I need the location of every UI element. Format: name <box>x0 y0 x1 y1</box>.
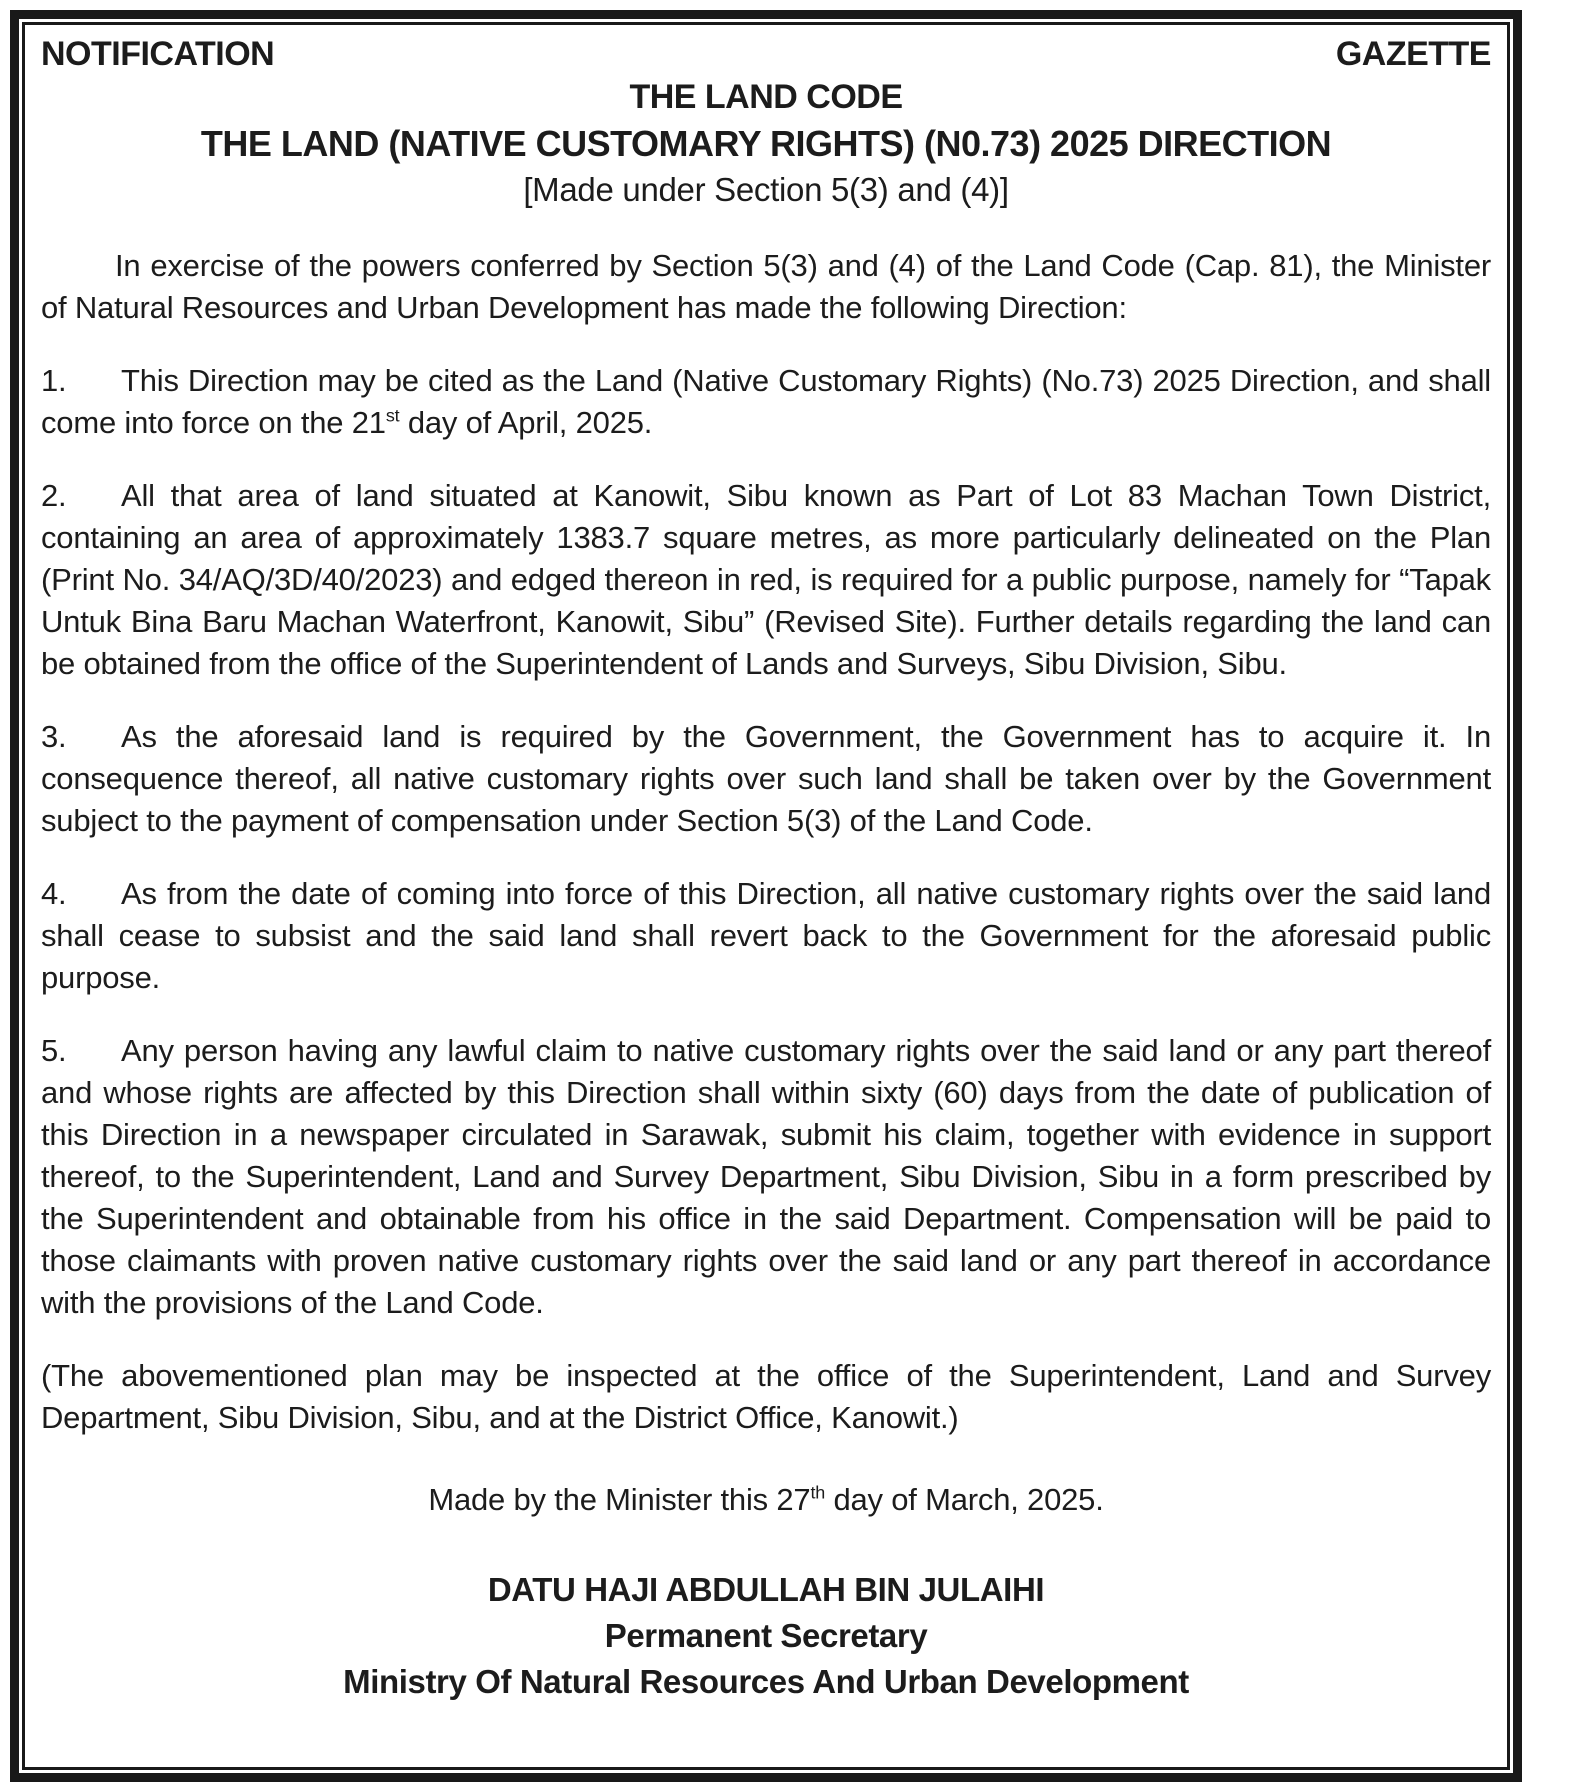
title-direction: THE LAND (NATIVE CUSTOMARY RIGHTS) (N0.73) 2025 DIRECTION <box>200 123 1332 164</box>
inspection-note: (The abovementioned plan may be inspected at the office of the Superintendent, Land and Survey Department, Sibu Division, Sibu, and at the District Office, Kanowit.) <box>41 1358 1491 1435</box>
made-by-text-post: day of March, 2025. <box>825 1482 1104 1517</box>
signature-block <box>41 1567 1491 1705</box>
gazette-inner-border <box>22 22 1510 1770</box>
direction-item-4 <box>41 873 1491 999</box>
title-made-under: [Made under Section 5(3) and (4)] <box>523 171 1009 208</box>
direction-item-5 <box>41 1030 1491 1324</box>
intro-paragraph: In exercise of the powers conferred by Section 5(3) and (4) of the Land Code (Cap. 81), the Minister of Natural Resources and Urban Development has made the following Direction: <box>41 248 1491 325</box>
item-1-superscript: st <box>385 405 400 426</box>
item-4-number: 4. <box>41 876 67 911</box>
gazette-label: GAZETTE <box>1335 35 1491 73</box>
direction-item-3 <box>41 716 1491 842</box>
signatory-ministry: Ministry Of Natural Resources And Urban Development <box>343 1663 1189 1700</box>
gazette-outer-border <box>10 10 1522 1782</box>
item-1-text-post: day of April, 2025. <box>399 405 653 440</box>
notification-label: NOTIFICATION <box>41 35 275 73</box>
direction-item-2 <box>41 475 1491 685</box>
signatory-name: DATU HAJI ABDULLAH BIN JULAIHI <box>487 1571 1045 1608</box>
made-by-line <box>41 1479 1491 1521</box>
made-by-text-pre: Made by the Minister this 27 <box>428 1482 811 1517</box>
item-3-text: As the aforesaid land is required by the Government, the Government has to acquire it. In consequence thereof, all native customary rights over such land shall be taken over by the Government subject to the payment of compensation under Section 5(3) of the Land Code. <box>41 719 1491 838</box>
item-1-text-pre: This Direction may be cited as the Land (Native Customary Rights) (No.73) 2025 Direction, and shall come into force on the 21 <box>41 363 1491 440</box>
header-row <box>41 33 1491 75</box>
made-by-superscript: th <box>810 1482 826 1503</box>
item-3-number: 3. <box>41 719 67 754</box>
direction-item-1 <box>41 360 1491 444</box>
item-5-number: 5. <box>41 1033 67 1068</box>
item-4-text: As from the date of coming into force of this Direction, all native customary rights over the said land shall cease to subsist and the said land shall revert back to the Government for the aforesaid public purpose. <box>41 876 1491 995</box>
item-2-number: 2. <box>41 478 67 513</box>
item-5-text: Any person having any lawful claim to native customary rights over the said land or any part thereof and whose rights are affected by this Direction shall within sixty (60) days from the date of publication of this Direction in a newspaper circulated in Sarawak, submit his claim, together with evidence in support thereof, to the Superintendent, Land and Survey Department, Sibu Division, Sibu in a form prescribed by the Superintendent and obtainable from his office in the said Department. Compensation will be paid to those claimants with proven native customary rights over the said land or any part thereof in accordance with the provisions of the Land Code. <box>41 1033 1491 1320</box>
item-2-text: All that area of land situated at Kanowit, Sibu known as Part of Lot 83 Machan Town District, containing an area of approximately 1383.7 square metres, as more particularly delineated on the Plan (Print No. 34/AQ/3D/40/2023) and edged thereon in red, is required for a public purpose, namely for “Tapak Untuk Bina Baru Machan Waterfront, Kanowit, Sibu” (Revised Site). Further details regarding the land can be obtained from the office of the Superintendent of Lands and Surveys, Sibu Division, Sibu. <box>41 478 1491 681</box>
signatory-role: Permanent Secretary <box>604 1617 928 1654</box>
item-1-number: 1. <box>41 363 67 398</box>
title-land-code: THE LAND CODE <box>629 78 903 116</box>
